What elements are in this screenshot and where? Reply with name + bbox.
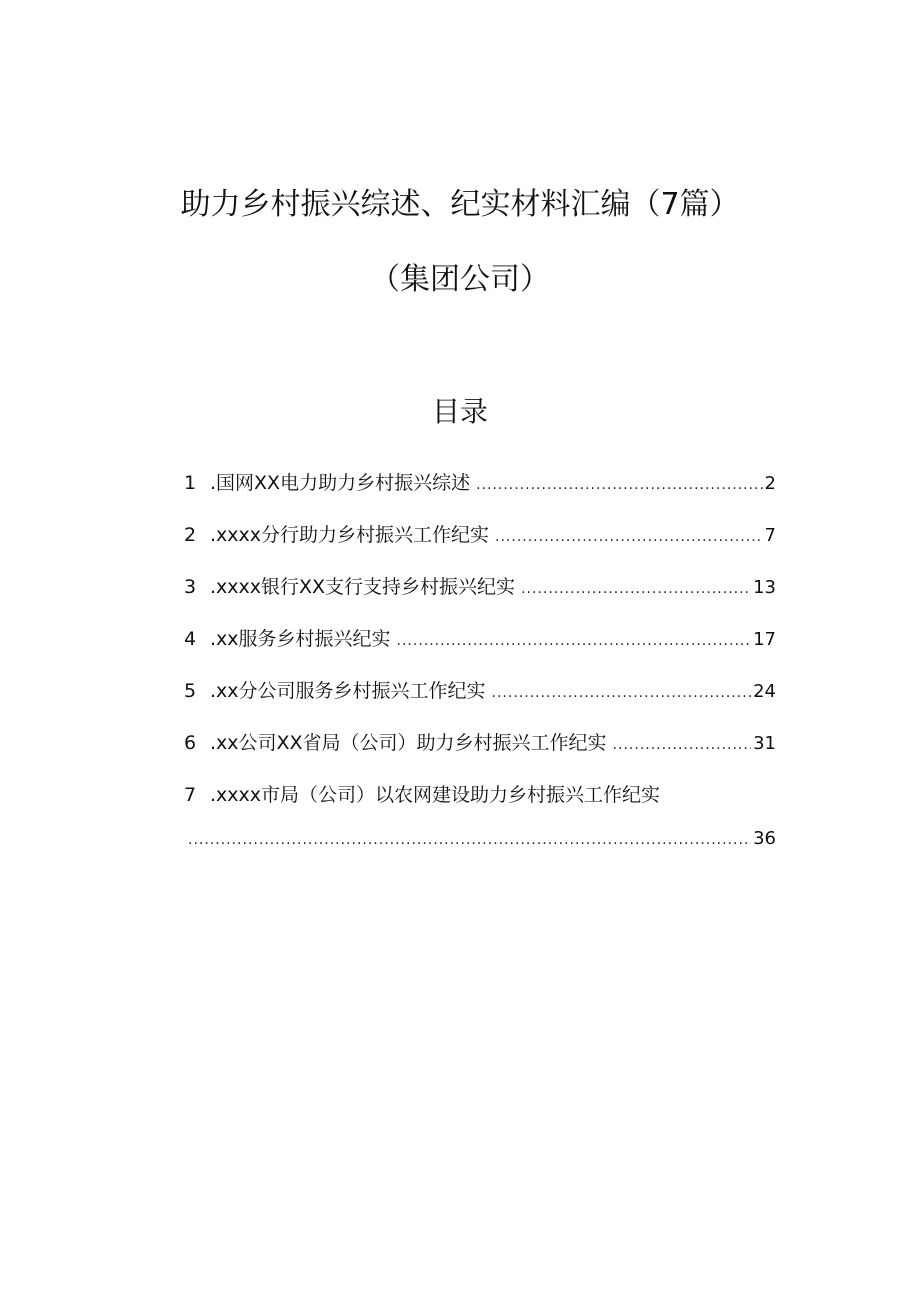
toc-entry-title[interactable]: .xx分公司服务乡村振兴工作纪实 (210, 680, 486, 702)
toc-entry-number: 7 (184, 784, 197, 806)
toc-entry-number: 4 (184, 628, 197, 650)
toc-entry-2[interactable] (184, 518, 776, 570)
toc-entry-title[interactable]: .xx公司XX省局（公司）助力乡村振兴工作纪实 (210, 732, 607, 754)
toc-dot-leader (188, 823, 751, 857)
toc-entry-page: 2 (764, 473, 776, 494)
toc-entry-number: 6 (184, 732, 197, 754)
toc-entry-number: 2 (184, 524, 197, 546)
toc-dot-leader (613, 728, 752, 762)
toc-dot-leader (492, 676, 752, 710)
toc-entry-page: 17 (753, 629, 776, 650)
toc-entry-4[interactable] (184, 622, 776, 674)
document-title: 助力乡村振兴综述、纪实材料汇编（7篇） (180, 187, 740, 222)
toc-entry-number: 5 (184, 680, 197, 702)
toc-entry-title[interactable]: .xxxx银行XX支行支持乡村振兴纪实 (210, 576, 516, 598)
toc-dot-leader (476, 468, 762, 502)
toc-entry-title[interactable]: .xxxx分行助力乡村振兴工作纪实 (210, 524, 490, 546)
toc-entry-page: 13 (753, 577, 776, 598)
toc-entry-5[interactable] (184, 674, 776, 726)
toc-entry-3[interactable] (184, 570, 776, 622)
toc-entry-1[interactable] (184, 466, 776, 518)
toc-entry-title[interactable]: .xxxx市局（公司）以农网建设助力乡村振兴工作纪实 (210, 784, 661, 806)
toc-dot-leader (397, 624, 752, 658)
toc-entry-page: 7 (764, 525, 776, 546)
toc-entry-7[interactable] (184, 778, 776, 856)
toc-dot-leader (495, 520, 763, 554)
toc-entry-title[interactable]: .xx服务乡村振兴纪实 (210, 628, 391, 650)
document-subtitle: （集团公司） (370, 262, 550, 297)
toc-entry-page: 31 (753, 733, 776, 754)
toc-dot-leader (521, 572, 751, 606)
toc-entry-number: 3 (184, 576, 197, 598)
toc-list (184, 466, 776, 856)
toc-entry-title[interactable]: .国网XX电力助力乡村振兴综述 (210, 472, 471, 494)
toc-entry-number: 1 (184, 472, 197, 494)
toc-entry-page: 24 (753, 681, 776, 702)
toc-entry-6[interactable] (184, 726, 776, 778)
toc-entry-page: 36 (753, 828, 776, 849)
toc-heading: 目录 (431, 395, 488, 428)
